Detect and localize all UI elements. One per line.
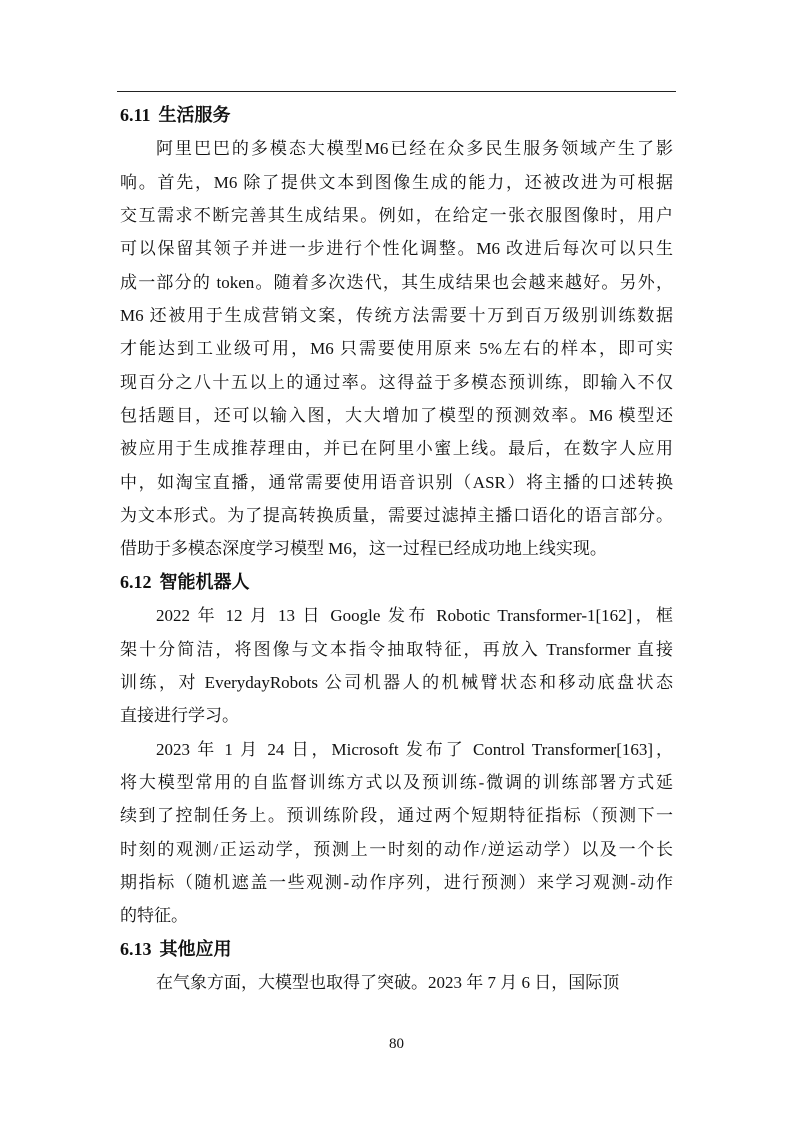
text-line: 2022 年 12 月 13 日 Google 发布 Robotic Transformer-1[162]，框	[156, 606, 673, 626]
section-number: 6.13	[120, 938, 152, 959]
text-line: 训练，对 EverydayRobots 公司机器人的机械臂状态和移动底盘状态	[120, 672, 673, 692]
text-line: M6 还被用于生成营销文案，传统方法需要十万到百万级别训练数据	[120, 306, 673, 326]
section-heading	[120, 99, 673, 132]
document-body	[120, 99, 673, 999]
text-line: 才能达到工业级可用，M6 只需要使用原来 5%左右的样本，即可实	[120, 339, 673, 359]
section-heading	[120, 566, 673, 599]
section-title: 生活服务	[158, 105, 231, 125]
section-title: 其他应用	[159, 938, 232, 959]
text-line: 成一部分的 token。随着多次迭代，其生成结果也会越来越好。另外，	[120, 272, 673, 292]
section-heading	[120, 933, 673, 966]
text-line: 被应用于生成推荐理由，并已在阿里小蜜上线。最后，在数字人应用	[120, 439, 673, 459]
text-line: 时刻的观测/正运动学，预测上一时刻的动作/逆运动学）以及一个长	[120, 839, 673, 859]
text-line: 架十分简洁，将图像与文本指令抽取特征，再放入 Transformer 直接	[120, 639, 673, 659]
paragraph	[120, 132, 673, 565]
text-line: 阿里巴巴的多模态大模型M6已经在众多民生服务领域产生了影	[156, 139, 673, 159]
section-number: 6.11	[120, 105, 151, 125]
text-line: 将大模型常用的自监督训练方式以及预训练-微调的训练部署方式延	[120, 772, 673, 792]
text-line: 响。首先，M6 除了提供文本到图像生成的能力，还被改进为可根据	[120, 172, 673, 192]
text-line: 期指标（随机遮盖一些观测-动作序列，进行预测）来学习观测-动作	[120, 872, 673, 892]
text-line: 可以保留其领子并进一步进行个性化调整。M6 改进后每次可以只生	[120, 239, 673, 259]
text-line: 续到了控制任务上。预训练阶段，通过两个短期特征指标（预测下一	[120, 806, 673, 826]
paragraph	[120, 733, 673, 933]
text-line: 的特征。	[120, 906, 188, 926]
text-line: 直接进行学习。	[120, 706, 239, 726]
text-line: 借助于多模态深度学习模型 M6，这一过程已经成功地上线实现。	[120, 539, 607, 559]
text-line: 包括题目，还可以输入图，大大增加了模型的预测效率。M6 模型还	[120, 406, 673, 426]
page-number: 80	[389, 1036, 404, 1052]
text-line: 中，如淘宝直播，通常需要使用语音识别（ASR）将主播的口述转换	[120, 472, 673, 492]
text-line: 2023 年 1 月 24 日，Microsoft 发布了 Control Transformer[163]，	[156, 739, 673, 759]
text-line: 在气象方面，大模型也取得了突破。2023 年 7 月 6 日，国际顶	[156, 972, 620, 992]
text-line: 现百分之八十五以上的通过率。这得益于多模态预训练，即输入不仅	[120, 372, 673, 392]
paragraph	[120, 966, 673, 999]
header-rule	[117, 91, 676, 92]
section-number: 6.12	[120, 571, 152, 592]
paragraph	[120, 599, 673, 732]
section-title: 智能机器人	[159, 571, 250, 592]
text-line: 为文本形式。为了提高转换质量，需要过滤掉主播口语化的语言部分。	[120, 506, 673, 526]
text-line: 交互需求不断完善其生成结果。例如，在给定一张衣服图像时，用户	[120, 206, 673, 226]
